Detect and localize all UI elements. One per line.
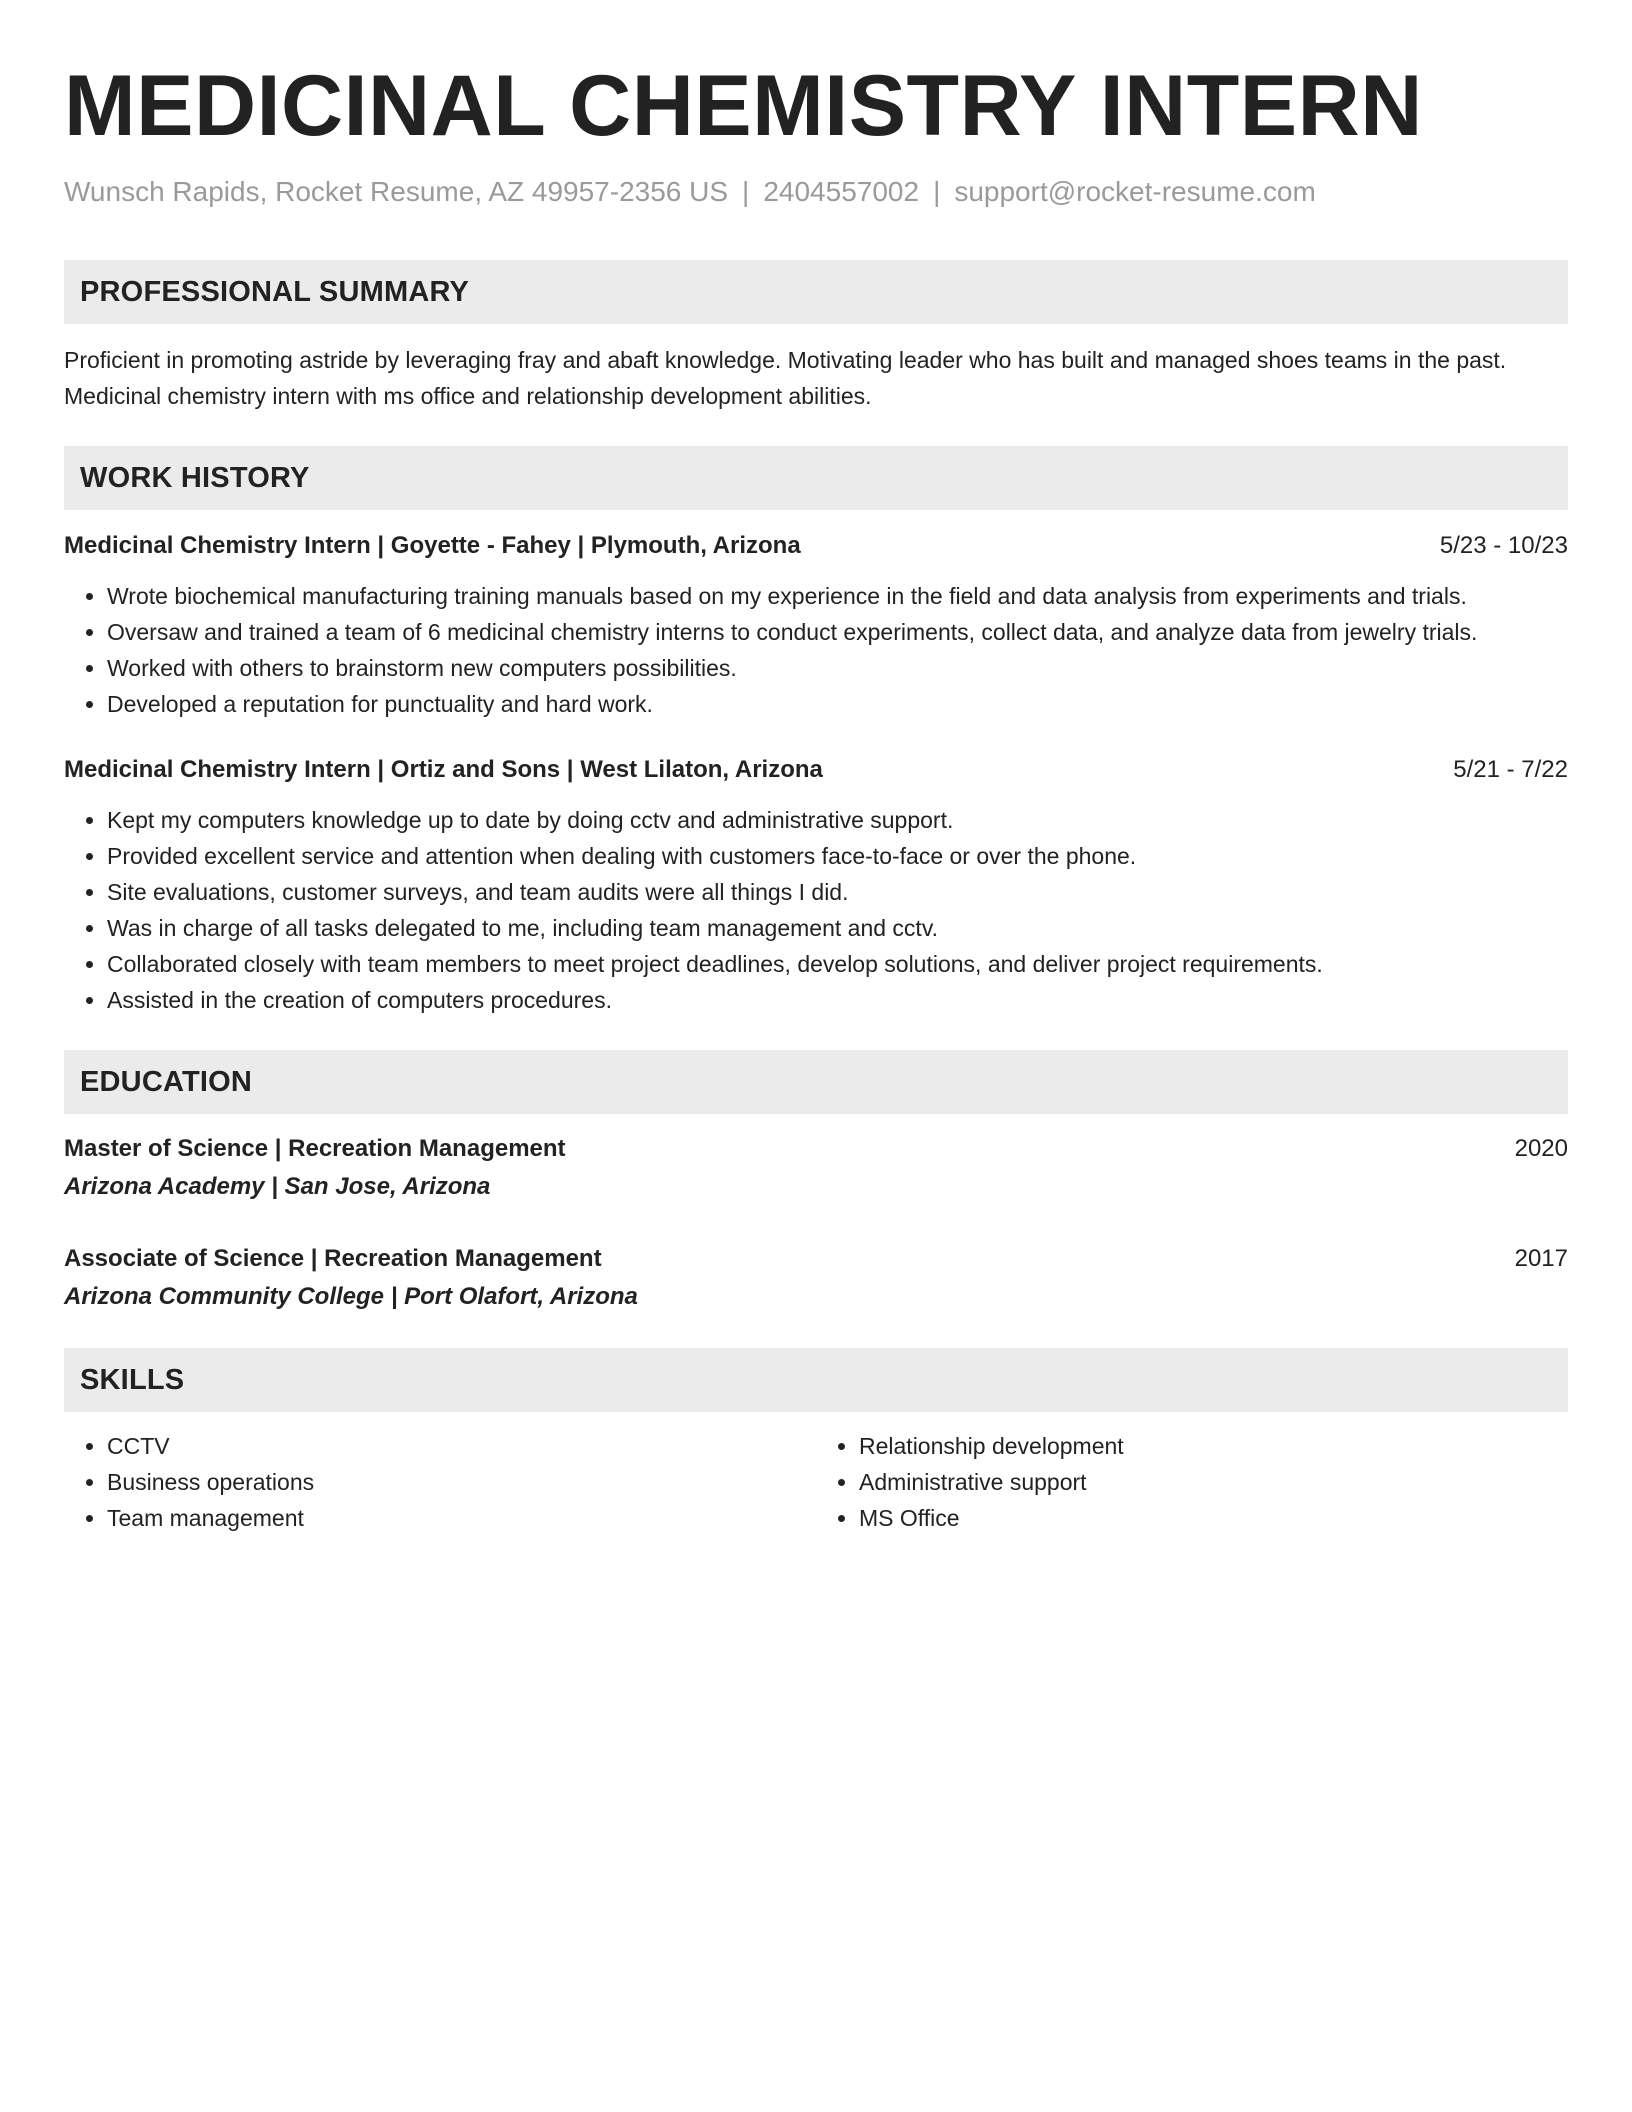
- job-bullet: • Kept my computers knowledge up to date by doing cctv and administrative support.: [107, 802, 1568, 838]
- education-school: Arizona Academy | San Jose, Arizona: [64, 1173, 491, 1200]
- job-title-line: Medicinal Chemistry Intern | Ortiz and Sons | West Lilaton, Arizona: [64, 756, 823, 783]
- job-bullet: • Worked with others to brainstorm new computers possibilities.: [107, 650, 1568, 686]
- job-dates: 5/23 - 10/23: [1439, 532, 1568, 559]
- education-degree: Associate of Science | Recreation Management: [64, 1245, 602, 1272]
- contact-line: [64, 174, 1568, 210]
- education-year: 2017: [1514, 1245, 1568, 1272]
- contact-email: support@rocket-resume.com: [954, 176, 1316, 207]
- job-bullet: • Was in charge of all tasks delegated to me, including team management and cctv.: [107, 910, 1568, 946]
- job-bullet: • Site evaluations, customer surveys, and team audits were all things I did.: [107, 874, 1568, 910]
- skill-item: • Business operations: [107, 1464, 816, 1500]
- job-dates: 5/21 - 7/22: [1453, 756, 1568, 783]
- job-bullet: • Wrote biochemical manufacturing training manuals based on my experience in the field and data analysis from experiments and trials.: [107, 578, 1568, 614]
- job-bullet: • Developed a reputation for punctuality and hard work.: [107, 686, 1568, 722]
- job-bullet: • Collaborated closely with team members to meet project deadlines, develop solutions, and deliver project requirements.: [107, 946, 1568, 982]
- skills-column-left: [64, 1428, 816, 1536]
- skill-item: • Relationship development: [859, 1428, 1568, 1464]
- job-entry: [64, 752, 1568, 1018]
- job-header: [64, 528, 1568, 564]
- skills-column-right: [816, 1428, 1568, 1536]
- contact-phone: 2404557002: [763, 176, 920, 207]
- skills-list: [64, 1428, 1568, 1536]
- job-bullets: [64, 578, 1568, 722]
- job-bullet: • Provided excellent service and attention when dealing with customers face-to-face or over the phone.: [107, 838, 1568, 874]
- summary-text: Proficient in promoting astride by leveraging fray and abaft knowledge. Motivating leader who has built and managed shoes teams in the past. Medicinal chemistry intern with ms office and relationship development abilities.: [64, 347, 1507, 409]
- education-entry: [64, 1240, 1568, 1316]
- education-year: 2020: [1514, 1135, 1568, 1162]
- section-heading-skills: SKILLS: [64, 1348, 1568, 1412]
- skill-item: • Administrative support: [859, 1464, 1568, 1500]
- candidate-name: MEDICINAL CHEMISTRY INTERN: [64, 58, 1423, 154]
- contact-separator: |: [933, 176, 941, 207]
- education-entry: [64, 1130, 1568, 1206]
- job-bullet: • Oversaw and trained a team of 6 medicinal chemistry interns to conduct experiments, collect data, and analyze data from jewelry trials.: [107, 614, 1568, 650]
- education-header: [64, 1130, 1568, 1168]
- job-bullet: • Assisted in the creation of computers procedures.: [107, 982, 1568, 1018]
- job-title-line: Medicinal Chemistry Intern | Goyette - Fahey | Plymouth, Arizona: [64, 532, 801, 559]
- contact-address: Wunsch Rapids, Rocket Resume, AZ 49957-2356 US: [64, 176, 729, 207]
- skill-item: • Team management: [107, 1500, 816, 1536]
- section-heading-summary: PROFESSIONAL SUMMARY: [64, 260, 1568, 324]
- job-bullets: [64, 802, 1568, 1018]
- section-heading-education: EDUCATION: [64, 1050, 1568, 1114]
- section-heading-work-history: WORK HISTORY: [64, 446, 1568, 510]
- education-header: [64, 1240, 1568, 1278]
- skill-item: • MS Office: [859, 1500, 1568, 1536]
- job-entry: [64, 528, 1568, 722]
- job-header: [64, 752, 1568, 788]
- skill-item: • CCTV: [107, 1428, 816, 1464]
- contact-separator: |: [742, 176, 750, 207]
- education-school: Arizona Community College | Port Olafort, Arizona: [64, 1283, 638, 1310]
- education-degree: Master of Science | Recreation Management: [64, 1135, 566, 1162]
